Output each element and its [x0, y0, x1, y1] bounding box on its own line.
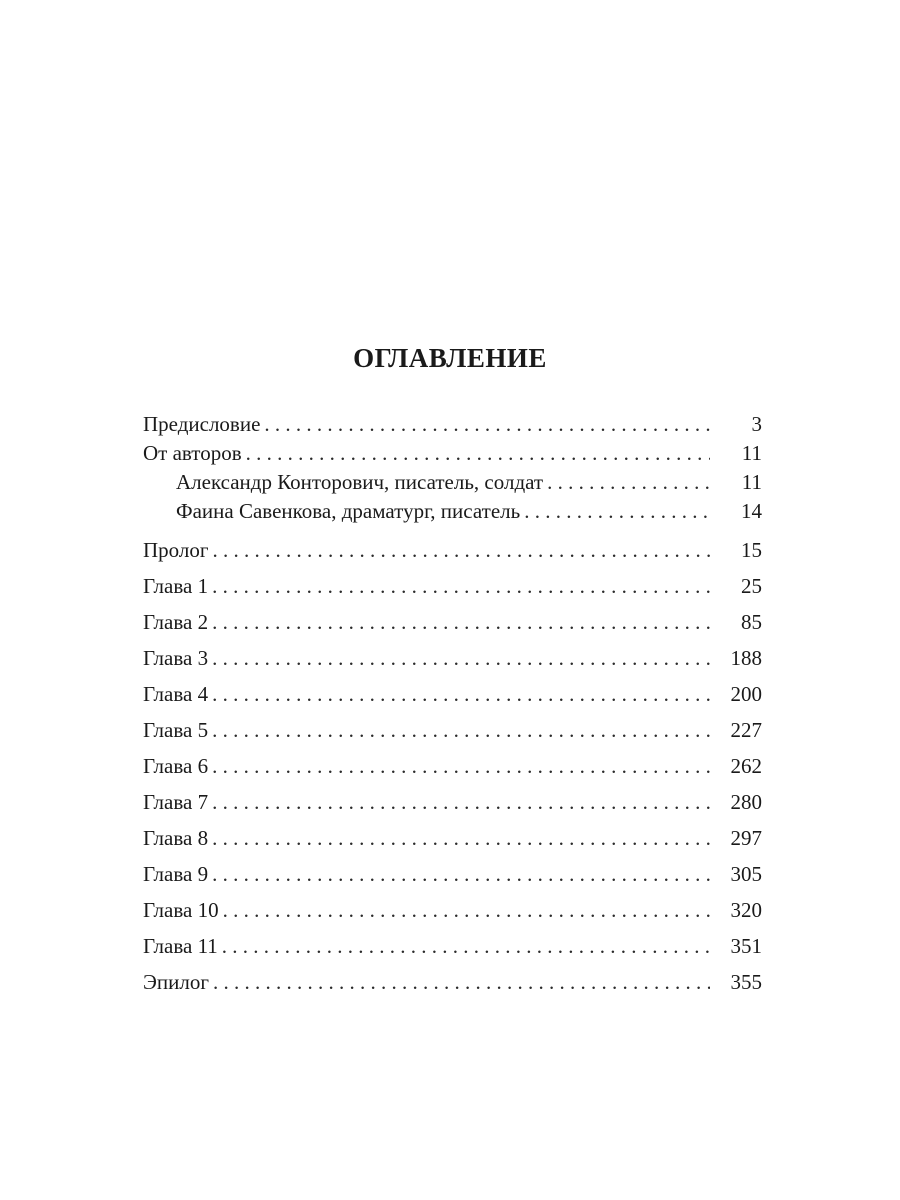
toc-entry-title: Глава 9 [143, 862, 209, 886]
toc-entry-chapter-2 [143, 604, 762, 640]
dot-leader [212, 568, 710, 604]
toc-entry-title: Фаина Савенкова, драматург, писатель [176, 499, 521, 523]
toc-entry-page: 262 [730, 754, 762, 778]
dot-leader [212, 856, 710, 892]
dot-leader [524, 497, 710, 526]
toc-entry-title: Глава 1 [143, 574, 209, 598]
toc-entry-chapter-3 [143, 640, 762, 676]
toc-entry-title: Глава 8 [143, 826, 209, 850]
toc-entry-page: 25 [741, 574, 762, 598]
toc-entry-page: 305 [730, 862, 762, 886]
toc-entry-preface [143, 410, 762, 439]
toc-entry-title: Предисловие [143, 412, 261, 436]
toc-entry-page: 188 [730, 646, 762, 670]
toc-entry-chapter-4 [143, 676, 762, 712]
table-of-contents [143, 410, 762, 1000]
toc-entry-title: От авторов [143, 441, 242, 465]
toc-entry-chapter-11 [143, 928, 762, 964]
dot-leader [222, 928, 710, 964]
toc-entry-title: Глава 6 [143, 754, 209, 778]
toc-entry-page: 11 [741, 470, 762, 494]
dot-leader [246, 439, 710, 468]
toc-entry-chapter-7 [143, 784, 762, 820]
toc-entry-page: 355 [730, 970, 762, 994]
toc-entry-title: Глава 3 [143, 646, 209, 670]
dot-leader [547, 468, 710, 497]
toc-entry-chapter-6 [143, 748, 762, 784]
dot-leader [212, 640, 710, 676]
toc-entry-page: 14 [741, 499, 762, 523]
toc-entry-chapter-10 [143, 892, 762, 928]
toc-entry-page: 320 [730, 898, 762, 922]
toc-entry-title: Пролог [143, 538, 209, 562]
toc-entry-page: 15 [741, 538, 762, 562]
dot-leader [212, 532, 710, 568]
dot-leader [212, 820, 710, 856]
toc-entry-page: 351 [730, 934, 762, 958]
toc-entry-title: Эпилог [143, 970, 209, 994]
toc-entry-page: 297 [730, 826, 762, 850]
toc-entry-title: Глава 10 [143, 898, 219, 922]
toc-subentry-kontorovich [143, 468, 762, 497]
dot-leader [212, 784, 710, 820]
toc-entry-page: 11 [741, 441, 762, 465]
toc-heading: ОГЛАВЛЕНИЕ [353, 343, 547, 373]
dot-leader [223, 892, 710, 928]
toc-entry-page: 3 [751, 412, 762, 436]
dot-leader [212, 748, 710, 784]
toc-subentry-savenkova [143, 497, 762, 526]
dot-leader [213, 964, 710, 1000]
toc-entry-chapter-9 [143, 856, 762, 892]
toc-entry-from-authors [143, 439, 762, 468]
dot-leader [212, 604, 710, 640]
toc-entry-title: Глава 5 [143, 718, 209, 742]
toc-entry-page: 200 [730, 682, 762, 706]
toc-entry-title: Глава 4 [143, 682, 209, 706]
toc-entry-chapter-8 [143, 820, 762, 856]
toc-entry-title: Глава 2 [143, 610, 209, 634]
dot-leader [212, 676, 710, 712]
dot-leader [212, 712, 710, 748]
toc-entry-chapter-5 [143, 712, 762, 748]
dot-leader [264, 410, 710, 439]
toc-entry-page: 280 [730, 790, 762, 814]
toc-entry-page: 227 [730, 718, 762, 742]
toc-entry-page: 85 [741, 610, 762, 634]
toc-entry-title: Глава 11 [143, 934, 218, 958]
toc-entry-chapter-1 [143, 568, 762, 604]
toc-entry-epilogue [143, 964, 762, 1000]
toc-entry-title: Александр Конторович, писатель, солдат [176, 470, 544, 494]
toc-entry-prologue [143, 532, 762, 568]
toc-entry-title: Глава 7 [143, 790, 209, 814]
